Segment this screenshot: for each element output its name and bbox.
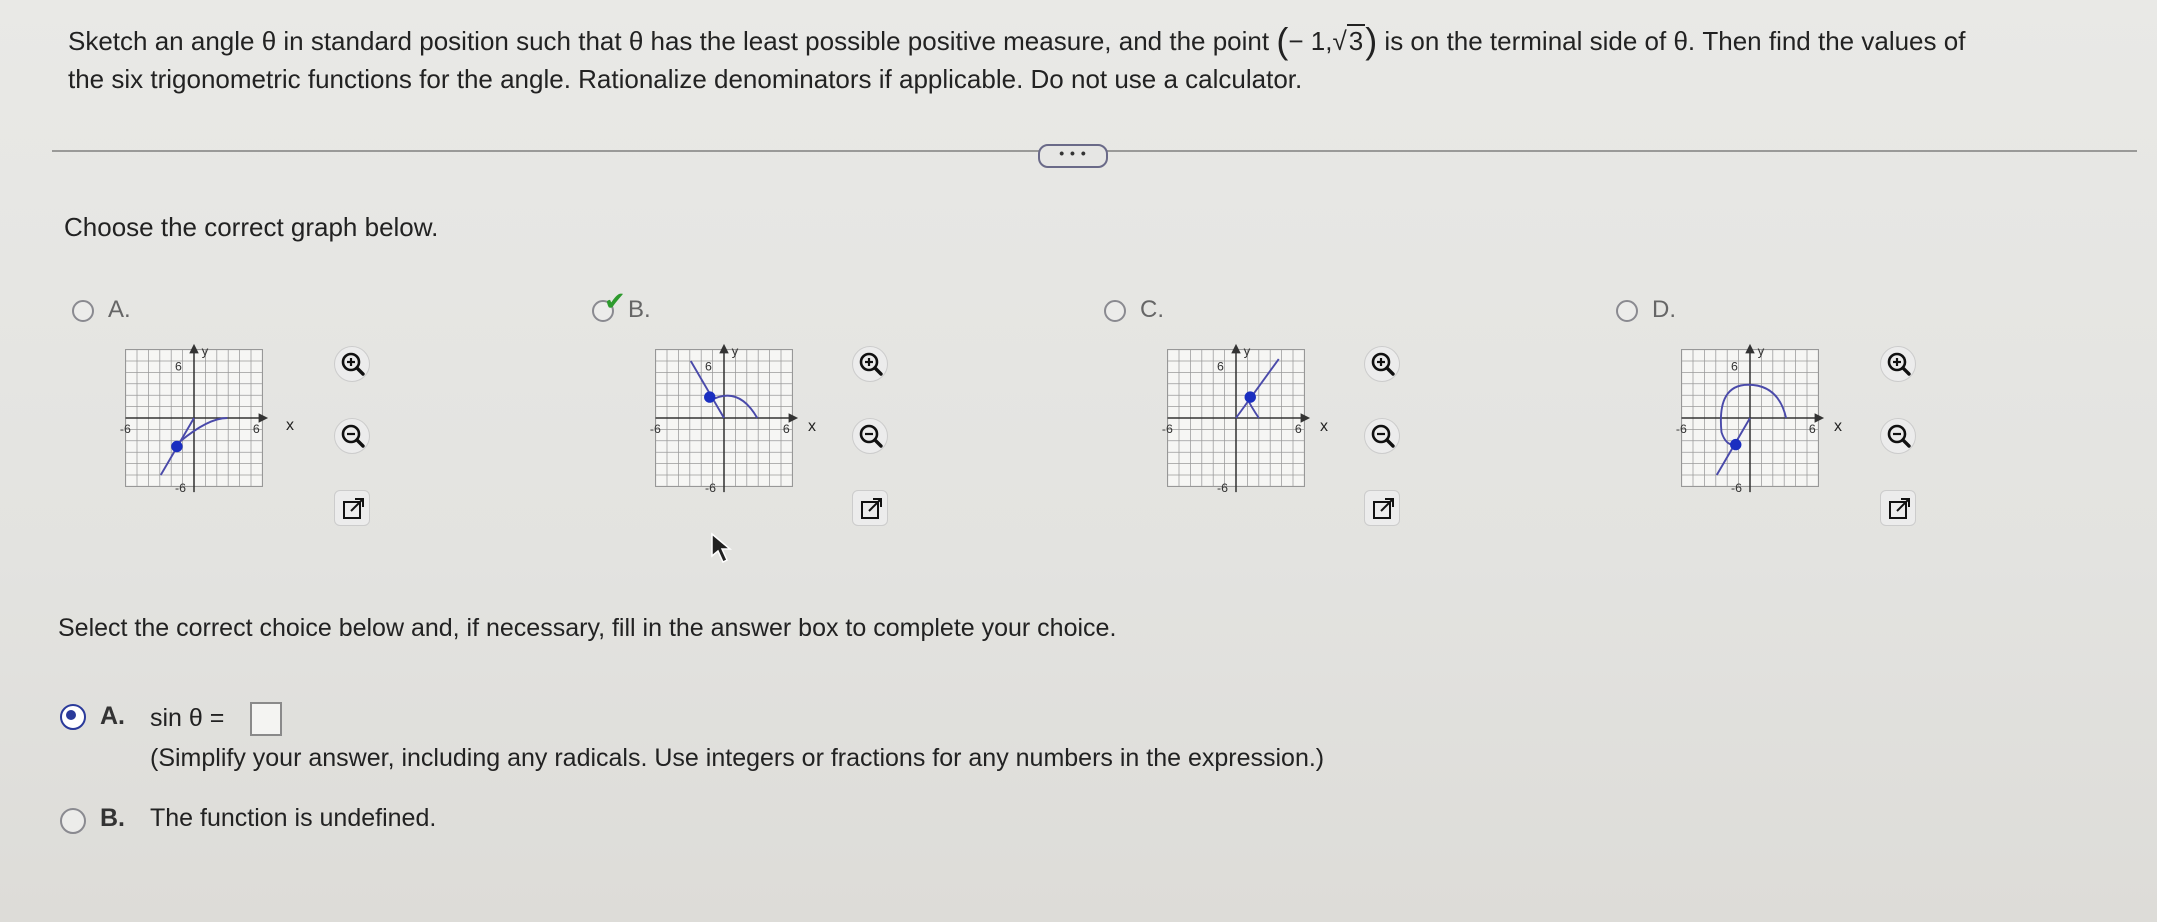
correct-check-icon: ✔ (604, 286, 626, 316)
question-text (68, 22, 2108, 98)
external-link-icon[interactable] (1364, 490, 1400, 526)
graph-d-label-x6: 6 (1808, 422, 1816, 437)
sin-answer-input[interactable] (250, 702, 282, 736)
zoom-in-icon[interactable] (852, 346, 888, 382)
question-part1: Sketch an angle θ in standard position such that θ has the least possible positive measure, and the point (68, 26, 1270, 56)
more-button[interactable]: • • • (1038, 144, 1108, 168)
graph-c-label-x6: 6 (1294, 422, 1302, 437)
choice-a-text: sin θ = (150, 704, 225, 732)
graph-d (1674, 342, 1826, 494)
zoom-out-icon[interactable] (1364, 418, 1400, 454)
graph-d-x-label: x (1834, 418, 1842, 435)
graph-c (1160, 342, 1312, 494)
zoom-out-icon[interactable] (334, 418, 370, 454)
graph-c-y-label: y (1243, 343, 1251, 359)
graph-d-y-label: y (1757, 343, 1765, 359)
graph-option-c-radio[interactable] (1104, 300, 1126, 322)
graph-d-label-neg6: -6 (1675, 422, 1687, 437)
question-part2: is on the terminal side of θ. Then find the values of (1384, 26, 1966, 56)
graph-a-x-label: x (286, 417, 294, 434)
choice-b-letter: B. (100, 804, 125, 832)
choice-b-radio[interactable] (60, 808, 86, 834)
cursor-arrow-icon (710, 532, 736, 564)
graph-option-a-radio[interactable] (72, 300, 94, 322)
graph-b-x-label: x (808, 418, 816, 435)
graph-c-label-neg6: -6 (1161, 422, 1173, 437)
graph-a (118, 342, 270, 494)
choice-b-text: The function is undefined. (150, 804, 437, 832)
zoom-in-icon[interactable] (1364, 346, 1400, 382)
graph-d-label-yneg6: -6 (1731, 481, 1742, 494)
graph-b (648, 342, 800, 494)
graph-option-d-radio[interactable] (1616, 300, 1638, 322)
choice-prompt: Select the correct choice below and, if necessary, fill in the answer box to complete your choice. (58, 614, 1117, 642)
point-coordinates: (− 1,√3) (1276, 20, 1378, 61)
zoom-out-icon[interactable] (1880, 418, 1916, 454)
zoom-in-icon[interactable] (1880, 346, 1916, 382)
zoom-out-icon[interactable] (852, 418, 888, 454)
graph-a-label-6: 6 (175, 359, 182, 374)
graph-option-a-label: A. (108, 296, 131, 323)
graph-option-c-label: C. (1140, 296, 1164, 323)
graph-b-label-x6: 6 (782, 422, 790, 437)
graph-a-label-neg6: -6 (119, 422, 131, 437)
graph-b-label-neg6: -6 (649, 422, 661, 437)
graph-b-y-label: y (731, 343, 739, 359)
graph-option-d-label: D. (1652, 296, 1676, 323)
graph-a-label-yneg6: -6 (175, 481, 186, 494)
graph-a-label-x6: 6 (252, 422, 260, 437)
choice-a-letter: A. (100, 702, 125, 730)
graph-prompt: Choose the correct graph below. (64, 212, 439, 242)
graph-b-label-6: 6 (705, 359, 712, 374)
zoom-in-icon[interactable] (334, 346, 370, 382)
graph-c-x-label: x (1320, 418, 1328, 435)
graph-c-label-yneg6: -6 (1217, 481, 1228, 494)
graph-b-label-yneg6: -6 (705, 481, 716, 494)
external-link-icon[interactable] (852, 490, 888, 526)
graph-option-b-label: B. (628, 296, 651, 323)
question-line2: the six trigonometric functions for the angle. Rationalize denominators if applicable. Do not use a calculator. (68, 64, 1303, 94)
external-link-icon[interactable] (334, 490, 370, 526)
graph-a-y-label: y (201, 343, 209, 359)
choice-a-hint: (Simplify your answer, including any radicals. Use integers or fractions for any numbers in the expression.) (150, 744, 1325, 772)
choice-a-radio[interactable] (60, 704, 86, 730)
external-link-icon[interactable] (1880, 490, 1916, 526)
graph-d-label-6: 6 (1731, 359, 1738, 374)
graph-c-label-6: 6 (1217, 359, 1224, 374)
